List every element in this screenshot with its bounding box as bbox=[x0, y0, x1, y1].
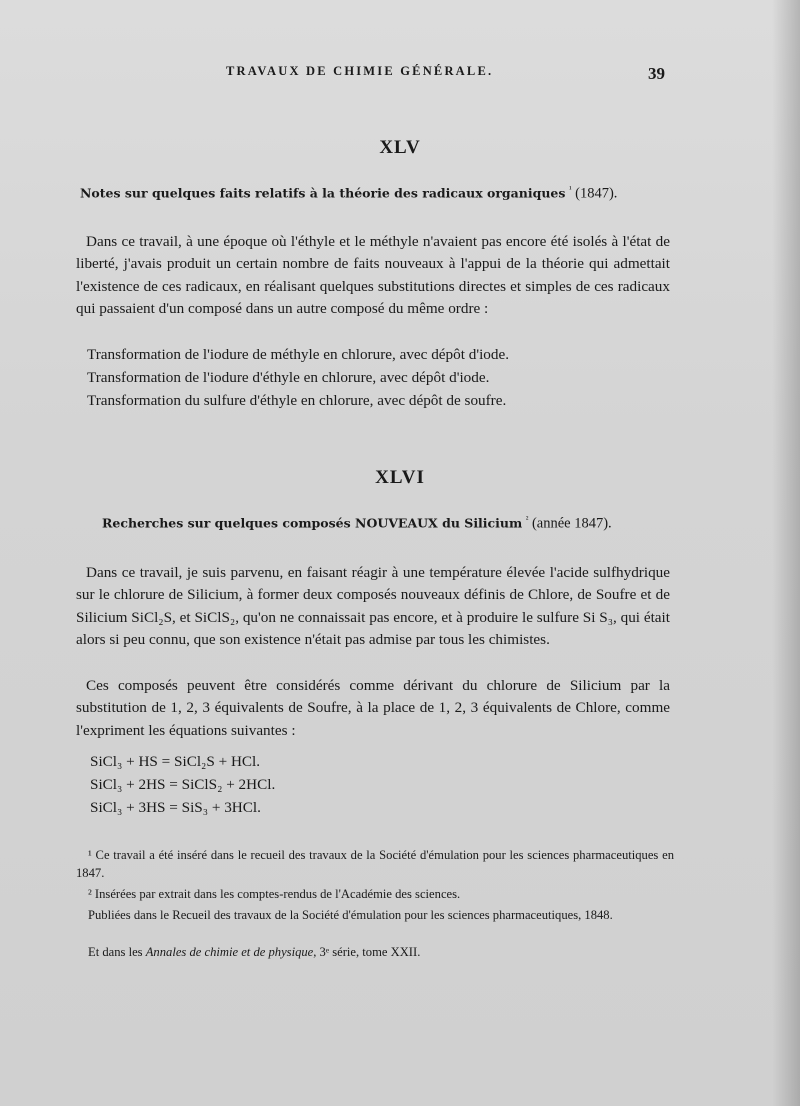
equation: SiCl₃ + 3HS = SiS₃ + 3HCl. bbox=[90, 799, 261, 816]
section-date: (1847). bbox=[575, 185, 618, 202]
paragraph-xlvi-1: Dans ce travail, je suis parvenu, en faisant réagir à une température élevée l'acide sulfhydrique sur le chlorure de Silicium, à former deux composés nouveaux définis de Chlore, de Soufre et de Silicium SiCl₂S, et SiClS₂, qu'on ne connaissait pas encore, et à produire le sulfure Si S₃, qui était alors si peu connu, que son existence n'était pas admise par tous les chimistes. bbox=[76, 564, 670, 649]
section-title-text: Recherches sur quelques composés NOUVEAUX du Silicium bbox=[102, 515, 523, 531]
footnote-2: ² Insérées par extrait dans les comptes-rendus de l'Académie des sciences. bbox=[88, 887, 461, 901]
footnote-ref: ² bbox=[525, 514, 529, 524]
footnote-4-prefix: Et dans les bbox=[88, 945, 143, 959]
list-item: Transformation de l'iodure de méthyle en chlorure, avec dépôt d'iode. bbox=[87, 346, 510, 363]
paragraph-xlvi-2: Ces composés peuvent être considérés comme dérivant du chlorure de Silicium par la substitution de 1, 2, 3 équivalents de Soufre, à la place de 1, 2, 3 équivalents de Chlore, comme l'expriment les équations suivantes : bbox=[76, 677, 670, 739]
list-item: Transformation du sulfure d'éthyle en chlorure, avec dépôt de soufre. bbox=[87, 392, 507, 409]
footnote-4-suffix: , 3ᵉ série, tome XXII. bbox=[313, 945, 421, 959]
section-number-xlv: XLV bbox=[379, 137, 421, 158]
paragraph-xlv: Dans ce travail, à une époque où l'éthyle et le méthyle n'avaient pas encore été isolés à l'état de liberté, j'avais produit un certain nombre de faits nouveaux à l'appui de la théorie qui admettait l'existence de ces radicaux, en réalisant quelques substitutions directes et simples de ces radicaux qui passaient d'un composé dans un autre composé du même ordre : bbox=[76, 233, 670, 318]
equation: SiCl₃ + 2HS = SiClS₂ + 2HCl. bbox=[90, 776, 276, 793]
footnote-ref: ¹ bbox=[568, 184, 572, 194]
running-head: TRAVAUX DE CHIMIE GÉNÉRALE. bbox=[226, 64, 494, 78]
journal-title: Annales de chimie et de physique bbox=[145, 945, 314, 959]
footnote-3: Publiées dans le Recueil des travaux de la Société d'émulation pour les sciences pharmaceutiques, 1848. bbox=[88, 908, 613, 922]
section-title-xlvi bbox=[102, 514, 612, 533]
equation: SiCl₃ + HS = SiCl₂S + HCl. bbox=[90, 753, 261, 770]
section-title-text: Notes sur quelques faits relatifs à la théorie des radicaux organiques bbox=[80, 185, 566, 201]
section-date: (année 1847). bbox=[531, 515, 612, 532]
page-number: 39 bbox=[648, 64, 665, 83]
section-title-xlv bbox=[80, 184, 617, 203]
section-number-xlvi: XLVI bbox=[375, 467, 425, 488]
footnote-1: ¹ Ce travail a été inséré dans le recueil des travaux de la Société d'émulation pour les sciences pharmaceutiques en 1847. bbox=[76, 848, 674, 880]
page-edge-shadow bbox=[772, 0, 800, 1106]
footnote-4 bbox=[88, 943, 674, 961]
list-item: Transformation de l'iodure d'éthyle en chlorure, avec dépôt d'iode. bbox=[87, 369, 490, 386]
